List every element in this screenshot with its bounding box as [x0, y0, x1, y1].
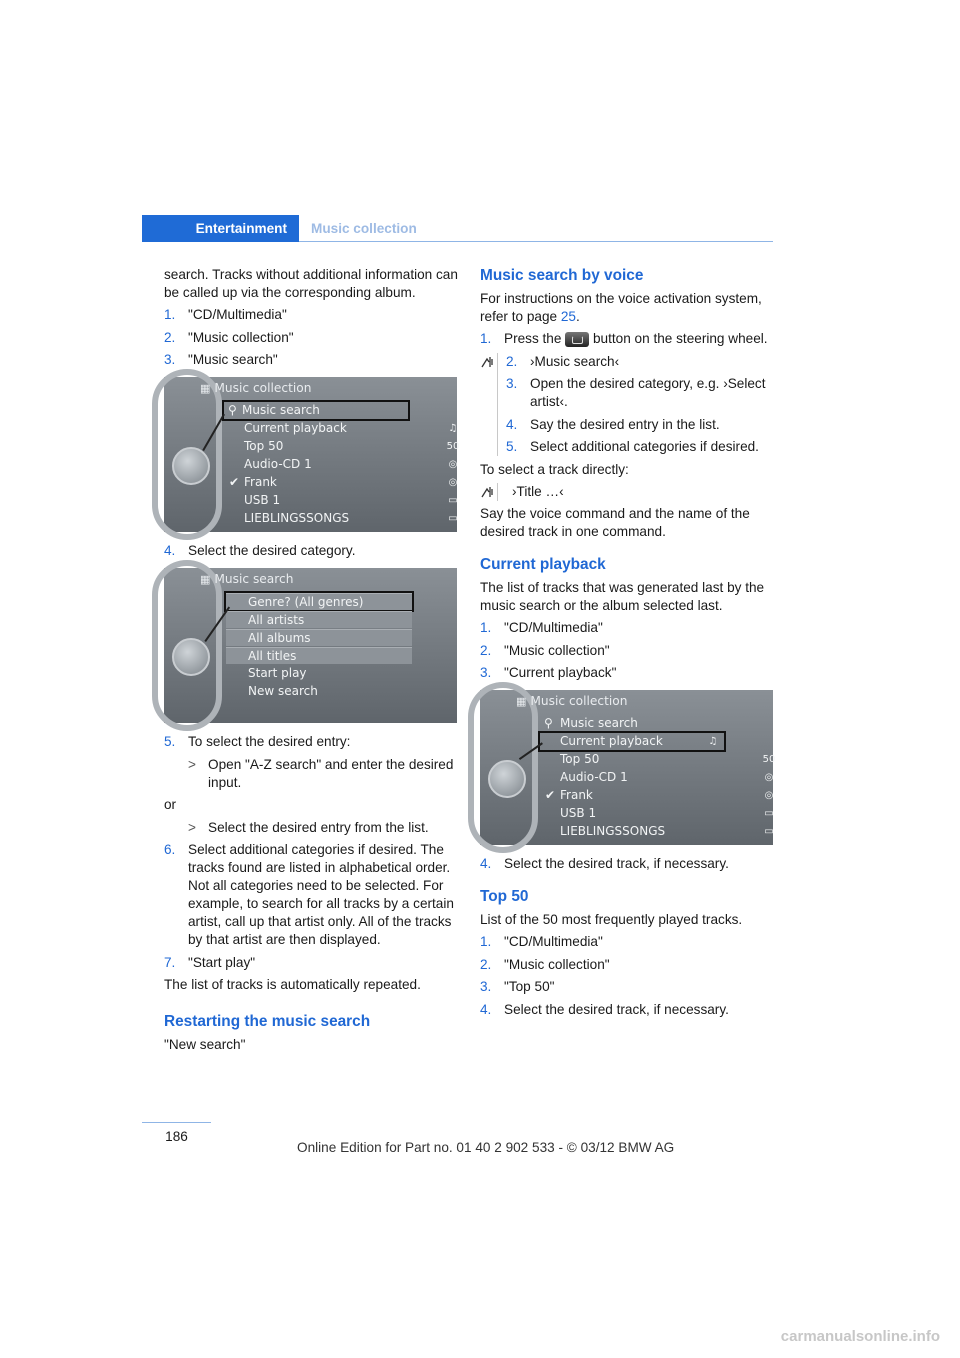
- voice-command-icon: [480, 485, 494, 499]
- step-number: 1.: [164, 307, 176, 322]
- menu-row: [244, 510, 458, 527]
- screen-title-text: Music search: [214, 572, 294, 586]
- header-section-label: Entertainment: [142, 215, 299, 242]
- step-number: 4.: [480, 856, 492, 871]
- menu-row: [244, 438, 460, 455]
- step-text: Select the desired category.: [188, 543, 356, 558]
- step-text: "Music collection": [504, 956, 610, 972]
- voice-command-block: [480, 483, 775, 501]
- step-text: Select the desired track, if necessary.: [504, 1001, 729, 1017]
- screen-title-text: Music collection: [530, 694, 628, 708]
- step-number: 1.: [480, 620, 492, 635]
- menu-row: [226, 611, 412, 628]
- step-text: ›Music search‹: [530, 353, 620, 369]
- step-text: To select the desired entry:: [188, 734, 351, 749]
- step-number: 3.: [480, 665, 492, 680]
- controller-knob: [488, 760, 526, 798]
- cd-icon: ◎: [448, 477, 458, 488]
- menu-row: [545, 787, 774, 804]
- menu-icon: ▦: [516, 695, 527, 708]
- list-item: [480, 330, 775, 348]
- step-text: "CD/Multimedia": [504, 934, 603, 949]
- bullet-arrow-icon: >: [188, 819, 196, 835]
- step-number: 4.: [164, 543, 176, 558]
- list-item: [480, 978, 775, 996]
- direct-note: Say the voice command and the name of the desired track in one command.: [480, 506, 750, 539]
- list-item: [480, 642, 775, 660]
- step-number: 5.: [164, 734, 176, 749]
- menu-row-label: All artists: [248, 613, 305, 627]
- right-column: [480, 266, 775, 1023]
- menu-row-label: LIEBLINGSSONGS: [244, 511, 350, 525]
- list-item: [480, 1001, 775, 1019]
- menu-row-label: Music search: [560, 716, 638, 730]
- voice-intro: [480, 290, 775, 326]
- voice-divider: [497, 483, 498, 501]
- screenshot-music-search: [164, 568, 457, 723]
- music-icon: ♫: [448, 423, 458, 434]
- step-text: "Top 50": [504, 979, 555, 994]
- step-text: "CD/Multimedia": [504, 620, 603, 635]
- menu-row-label: Genre? (All genres): [248, 595, 364, 609]
- page-number-rule: [142, 1122, 211, 1123]
- menu-icon: ▦: [200, 573, 211, 586]
- step-number: 3.: [480, 979, 492, 994]
- menu-row: [244, 456, 458, 473]
- step-number: 4.: [506, 416, 518, 432]
- step-number: 6.: [164, 842, 176, 857]
- menu-row: [560, 769, 774, 786]
- sub-list-item: [164, 756, 459, 792]
- edition-footer: Online Edition for Part no. 01 40 2 902 533 - © 03/12 BMW AG: [297, 1140, 675, 1155]
- menu-row: [560, 805, 774, 822]
- controller-knob: [172, 447, 210, 485]
- top-intro: List of the 50 most frequently played tracks.: [480, 912, 743, 927]
- menu-row-selected: [226, 593, 412, 610]
- checkmark-icon: ✔: [229, 475, 240, 489]
- controller-knob: [172, 638, 210, 676]
- step-text: Select additional categories if desired. The tracks found are listed in alphabetical order. Not all categories need to be selected. For example, to search for all tracks by a certain artist, call up that artist only. All of the tracks by that artist are then displayed.: [188, 842, 454, 947]
- list-item: [506, 375, 775, 411]
- intro-paragraph: search. Tracks without additional information can be called up via the corresponding album.: [164, 267, 458, 300]
- step-number: 5.: [506, 439, 518, 454]
- list-item: [164, 841, 459, 949]
- screenshot-music-collection: [164, 377, 460, 532]
- header-topic-label: Music collection: [311, 221, 417, 236]
- list-item: [480, 619, 775, 637]
- list-item: [506, 353, 775, 371]
- list-item: [480, 664, 775, 682]
- menu-row-label: Music search: [242, 403, 320, 417]
- section-heading-voice: Music search by voice: [480, 267, 644, 284]
- voice-command-icon: [480, 355, 494, 369]
- search-icon: ⚲: [544, 716, 553, 730]
- step-text: Select the desired track, if necessary.: [504, 856, 729, 871]
- step-number: 3.: [506, 376, 518, 391]
- menu-row-label: Audio-CD 1: [560, 770, 628, 784]
- voice-divider: [497, 353, 498, 457]
- step-number: 1.: [480, 331, 492, 346]
- menu-row-label: Top 50: [560, 752, 600, 766]
- menu-row-selected: [224, 402, 408, 419]
- menu-row-label: LIEBLINGSSONGS: [560, 824, 666, 838]
- screen-title-text: Music collection: [214, 381, 312, 395]
- menu-row-label: Start play: [248, 666, 307, 680]
- menu-row-label: All titles: [248, 649, 297, 663]
- voice-intro-text: For instructions on the voice activation system, refer to page: [480, 291, 762, 324]
- menu-row: [560, 823, 774, 840]
- menu-row-label: USB 1: [560, 806, 597, 820]
- list-item: [480, 933, 775, 951]
- menu-row-label: USB 1: [244, 493, 281, 507]
- watermark: carmanualsonline.info: [780, 1328, 940, 1345]
- screenshot-current-playback: [480, 690, 776, 845]
- step-number: 2.: [480, 956, 492, 972]
- step-text: "Music search": [188, 352, 278, 367]
- menu-row: [244, 492, 458, 509]
- step-number: 1.: [480, 934, 492, 949]
- step-text: "Music collection": [504, 642, 610, 658]
- menu-row: [544, 715, 740, 732]
- section-heading-restart: Restarting the music search: [164, 1013, 371, 1030]
- list-item: [164, 954, 459, 972]
- step-text: button on the steering wheel.: [589, 331, 768, 346]
- page-link[interactable]: 25: [560, 309, 576, 324]
- voice-button-icon: [565, 332, 589, 347]
- voice-command-block: [480, 353, 775, 457]
- usb-icon: ▭: [448, 495, 458, 506]
- page-header: [142, 215, 773, 242]
- sub-text: Open "A-Z search" and enter the desired input.: [208, 756, 454, 790]
- menu-row-label: Audio-CD 1: [244, 457, 312, 471]
- voice-command-text: ›Title …‹: [512, 483, 564, 499]
- step-number: 2.: [164, 329, 176, 345]
- step-text: Say the desired entry in the list.: [530, 416, 720, 432]
- or-text: or: [164, 797, 177, 812]
- list-item: [164, 542, 459, 560]
- step-number: 2.: [506, 353, 518, 369]
- current-intro: The list of tracks that was generated last by the music search or the album selected last.: [480, 580, 765, 613]
- playlist-icon: ▭: [448, 513, 458, 524]
- cd-icon: ◎: [764, 790, 774, 801]
- menu-row: [226, 629, 412, 646]
- menu-row: [248, 665, 428, 682]
- step-number: 4.: [480, 1001, 492, 1017]
- usb-icon: ▭: [764, 808, 774, 819]
- list-item: [164, 351, 459, 369]
- list-item: [506, 438, 775, 456]
- section-heading-current: Current playback: [480, 556, 606, 573]
- step-text: Select additional categories if desired.: [530, 439, 759, 454]
- step-text: Press the: [504, 331, 566, 346]
- list-item: [164, 329, 459, 347]
- voice-intro-end: .: [575, 309, 580, 324]
- menu-row-label: Top 50: [244, 439, 284, 453]
- top50-icon: 50: [762, 754, 776, 765]
- menu-row-label: New search: [248, 684, 318, 698]
- menu-icon: ▦: [200, 382, 211, 395]
- page-number: 186: [165, 1129, 188, 1144]
- repeat-note: The list of tracks is automatically repeated.: [164, 977, 421, 992]
- menu-row: [560, 751, 776, 768]
- screen-title: [200, 571, 293, 588]
- menu-row: [248, 683, 428, 700]
- step-number: 7.: [164, 954, 176, 970]
- menu-row: [226, 647, 412, 664]
- list-item: [164, 306, 459, 324]
- search-icon: ⚲: [228, 403, 237, 417]
- list-item: [506, 416, 775, 434]
- direct-intro: To select a track directly:: [480, 461, 629, 477]
- menu-row: [229, 474, 458, 491]
- step-text: Open the desired category, e.g. ›Select artist‹.: [530, 376, 766, 409]
- menu-row-label: Current playback: [244, 421, 347, 435]
- step-text: "Start play": [188, 954, 256, 970]
- screen-title: [516, 693, 627, 710]
- list-item: [164, 733, 459, 751]
- top50-icon: 50: [446, 441, 460, 452]
- step-number: 2.: [480, 642, 492, 658]
- step-text: "CD/Multimedia": [188, 307, 287, 322]
- step-number: 3.: [164, 352, 176, 367]
- section-heading-top50: Top 50: [480, 888, 529, 905]
- playlist-icon: ▭: [764, 826, 774, 837]
- left-column: [164, 266, 459, 1058]
- music-icon: ♫: [708, 736, 718, 747]
- menu-row-selected: [540, 733, 724, 750]
- list-item: [480, 956, 775, 974]
- sub-list-item: [164, 819, 459, 837]
- list-item: [480, 855, 775, 873]
- checkmark-icon: ✔: [545, 788, 556, 802]
- step-text: "Music collection": [188, 329, 294, 345]
- menu-row-label: Frank: [560, 788, 593, 802]
- screen-title: [200, 380, 311, 397]
- restart-text: "New search": [164, 1037, 246, 1052]
- menu-row-label: Current playback: [560, 734, 663, 748]
- step-text: "Current playback": [504, 665, 617, 680]
- sub-text: Select the desired entry from the list.: [208, 819, 429, 835]
- menu-row: [244, 420, 458, 437]
- menu-row-label: All albums: [248, 631, 311, 645]
- cd-icon: ◎: [448, 459, 458, 470]
- menu-row-label: Frank: [244, 475, 277, 489]
- cd-icon: ◎: [764, 772, 774, 783]
- bullet-arrow-icon: >: [188, 756, 196, 772]
